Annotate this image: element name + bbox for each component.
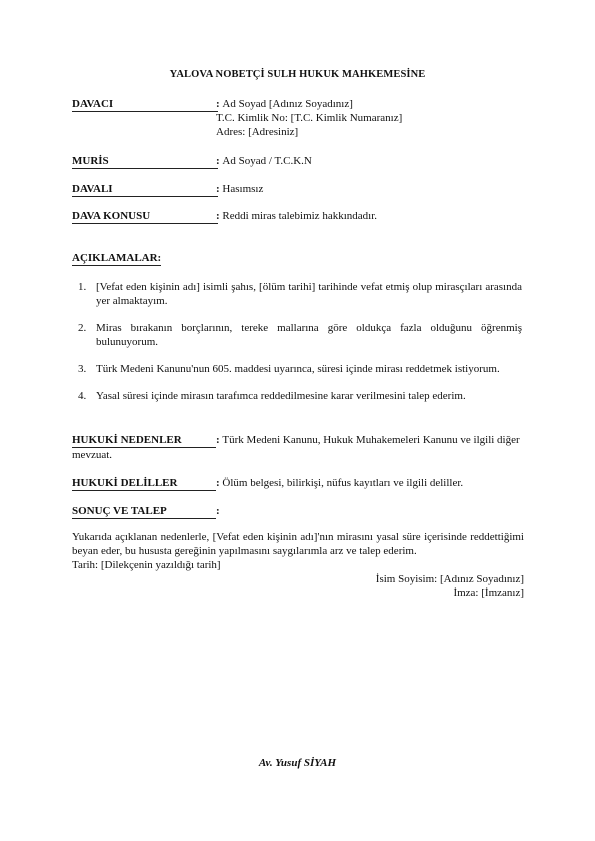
plaintiff-label: DAVACI <box>72 97 218 112</box>
conclusion-paragraph: Yukarıda açıklanan nedenlerle, [Vefat eden kişinin adı]'nın mirasını yasal süre içerisinde reddettiğimi beyan eder, bu hususta gereğinin yapılmasını saygılarımla arz ve talep ederim. Tarih: [Dilekçenin yazıldığı tarih] <box>72 531 524 571</box>
defendant-value: Hasımsız <box>222 183 264 195</box>
subject-value: Reddi miras talebimiz hakkındadır. <box>222 210 377 222</box>
legal-evidence-label: HUKUKİ DELİLLER <box>72 476 216 491</box>
decedent-value: Ad Soyad / T.C.K.N <box>222 155 312 167</box>
name-line: İsim Soyisim: [Adınız Soyadınız] <box>375 573 524 585</box>
defendant-field: DAVALI : Hasımsız <box>72 183 264 195</box>
legal-grounds: HUKUKİ NEDENLER : Türk Medeni Kanunu, Hukuk Muhakemeleri Kanunu ve ilgili diğer mevzuat. <box>72 434 520 461</box>
legal-grounds-value: Türk Medeni Kanunu, Hukuk Muhakemeleri Kanunu ve ilgili diğer mevzuat. <box>72 434 520 461</box>
list-item: 3. Türk Medeni Kanunu'nun 605. maddesi uyarınca, süresi içinde mirası reddetmek istiyorum. <box>78 363 500 375</box>
plaintiff-value: : Ad Soyad [Adınız Soyadınız] T.C. Kimlik No: [T.C. Kimlik Numaranız] Adres: [Adresiniz] <box>216 98 403 138</box>
lawyer-signature: Av. Yusuf SİYAH <box>258 757 337 769</box>
explanations-list <box>78 280 522 403</box>
decedent-field: MURİS : Ad Soyad / T.C.K.N <box>72 155 312 167</box>
signature-line: İmza: [İmzanız] <box>453 587 524 599</box>
conclusion-label: SONUÇ VE TALEP <box>72 504 216 519</box>
subject-field: DAVA KONUSU : Reddi miras talebimiz hakkındadır. <box>72 210 377 222</box>
legal-evidence: HUKUKİ DELİLLER : Ölüm belgesi, bilirkişi, nüfus kayıtları ve ilgili deliller. <box>72 477 464 489</box>
plaintiff-name: Ad Soyad [Adınız Soyadınız] <box>222 98 353 110</box>
list-item: 4. Yasal süresi içinde mirasın tarafımca reddedilmesine karar verilmesini talep ederim. <box>78 390 466 402</box>
defendant-label: DAVALI <box>72 182 218 197</box>
legal-evidence-value: Ölüm belgesi, bilirkişi, nüfus kayıtları ve ilgili deliller. <box>222 477 464 489</box>
decedent-label: MURİS <box>72 154 218 169</box>
conclusion-heading-row: SONUÇ VE TALEP : <box>72 505 220 517</box>
legal-grounds-label: HUKUKİ NEDENLER <box>72 433 216 448</box>
plaintiff-field <box>72 97 524 141</box>
list-item: 1. [Vefat eden kişinin adı] isimli şahıs, [ölüm tarihi] tarihinde vefat etmiş olup mirasçıları arasında yer almaktayım. <box>78 281 522 307</box>
court-title: YALOVA NOBETÇİ SULH HUKUK MAHKEMESİNE <box>169 69 426 80</box>
list-item: 2. Miras bırakanın borçlarının, tereke mallarına göre oldukça fazla olduğunu öğrenmiş bulunuyorum. <box>78 322 522 348</box>
subject-label: DAVA KONUSU <box>72 209 218 224</box>
plaintiff-address: Adres: [Adresiniz] <box>216 126 299 138</box>
plaintiff-tc: T.C. Kimlik No: [T.C. Kimlik Numaranız] <box>216 112 403 124</box>
date-line: Tarih: [Dilekçenin yazıldığı tarih] <box>72 559 221 571</box>
explanations-heading: AÇIKLAMALAR: <box>72 252 162 264</box>
